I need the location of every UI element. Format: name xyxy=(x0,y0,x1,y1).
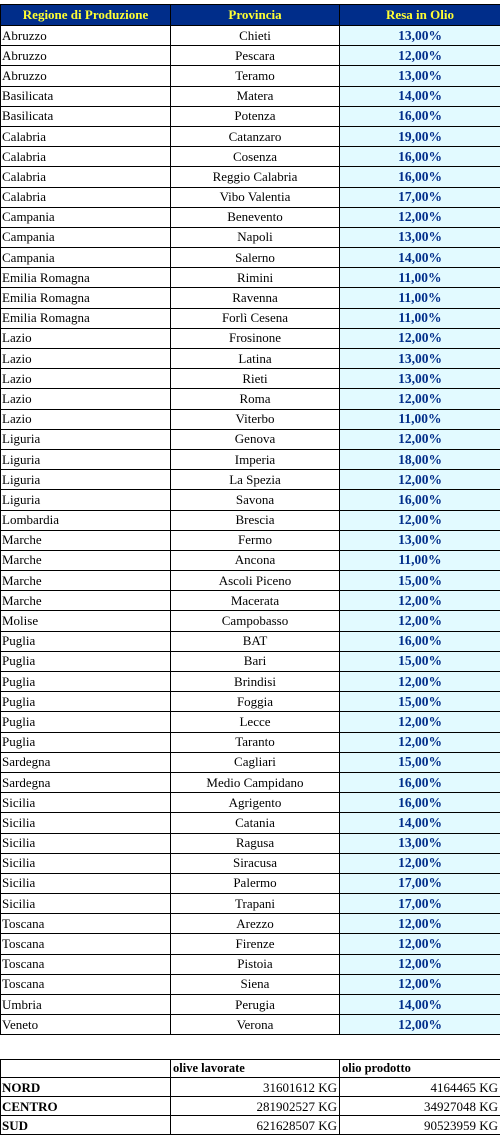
yield-cell[interactable]: 12,00% xyxy=(340,429,500,449)
province-cell[interactable]: Savona xyxy=(171,490,340,510)
table-row xyxy=(1,449,500,469)
region-cell[interactable]: Calabria xyxy=(1,147,171,167)
table-row xyxy=(1,894,500,914)
region-cell[interactable]: Liguria xyxy=(1,449,171,469)
table-row xyxy=(1,167,500,187)
province-cell[interactable]: Chieti xyxy=(171,26,340,46)
yield-cell[interactable]: 12,00% xyxy=(340,611,500,631)
summary-header-blank xyxy=(1,1060,171,1078)
region-cell[interactable]: Lazio xyxy=(1,389,171,409)
yield-cell[interactable]: 12,00% xyxy=(340,207,500,227)
region-cell[interactable]: Sicilia xyxy=(1,833,171,853)
region-cell[interactable]: Sicilia xyxy=(1,873,171,893)
yield-cell[interactable]: 16,00% xyxy=(340,772,500,792)
table-row xyxy=(1,126,500,146)
yield-cell[interactable]: 12,00% xyxy=(340,853,500,873)
yield-cell[interactable]: 16,00% xyxy=(340,793,500,813)
yield-cell[interactable]: 13,00% xyxy=(340,26,500,46)
province-cell[interactable]: Pistoia xyxy=(171,954,340,974)
yield-cell[interactable]: 15,00% xyxy=(340,651,500,671)
province-cell[interactable]: Potenza xyxy=(171,106,340,126)
yield-cell[interactable]: 13,00% xyxy=(340,66,500,86)
table-row xyxy=(1,86,500,106)
region-cell[interactable]: Sicilia xyxy=(1,853,171,873)
table-row xyxy=(1,833,500,853)
region-cell[interactable]: Calabria xyxy=(1,126,171,146)
table-row xyxy=(1,409,500,429)
yield-cell[interactable]: 15,00% xyxy=(340,571,500,591)
region-cell[interactable]: Sardegna xyxy=(1,772,171,792)
table-row xyxy=(1,389,500,409)
province-cell[interactable]: Lecce xyxy=(171,712,340,732)
table-row xyxy=(1,328,500,348)
yield-cell[interactable]: 13,00% xyxy=(340,530,500,550)
region-cell[interactable]: Sicilia xyxy=(1,813,171,833)
province-cell[interactable]: Perugia xyxy=(171,995,340,1015)
oil-cell[interactable]: 34927048 KG xyxy=(340,1097,500,1116)
yield-cell[interactable]: 11,00% xyxy=(340,308,500,328)
yield-cell[interactable]: 16,00% xyxy=(340,631,500,651)
yield-cell[interactable]: 16,00% xyxy=(340,490,500,510)
yield-cell[interactable]: 11,00% xyxy=(340,409,500,429)
table-row xyxy=(1,954,500,974)
province-cell[interactable]: Reggio Calabria xyxy=(171,167,340,187)
table-row xyxy=(1,873,500,893)
region-cell[interactable]: Emilia Romagna xyxy=(1,288,171,308)
province-cell[interactable]: BAT xyxy=(171,631,340,651)
province-cell[interactable]: Viterbo xyxy=(171,409,340,429)
region-cell[interactable]: Toscana xyxy=(1,934,171,954)
region-cell[interactable]: Marche xyxy=(1,550,171,570)
table-row xyxy=(1,813,500,833)
region-cell[interactable]: Emilia Romagna xyxy=(1,308,171,328)
yield-cell[interactable]: 13,00% xyxy=(340,227,500,247)
region-cell[interactable]: Puglia xyxy=(1,631,171,651)
yield-cell[interactable]: 16,00% xyxy=(340,147,500,167)
olive-oil-yield-table xyxy=(0,4,500,1035)
table-row xyxy=(1,853,500,873)
region-cell[interactable]: Puglia xyxy=(1,651,171,671)
table-row xyxy=(1,530,500,550)
region-cell[interactable]: Marche xyxy=(1,591,171,611)
yield-cell[interactable]: 17,00% xyxy=(340,873,500,893)
yield-cell[interactable]: 17,00% xyxy=(340,894,500,914)
table-row xyxy=(1,974,500,994)
province-cell[interactable]: Catania xyxy=(171,813,340,833)
region-cell[interactable]: Lazio xyxy=(1,369,171,389)
region-cell[interactable]: Campania xyxy=(1,227,171,247)
province-cell[interactable]: Catanzaro xyxy=(171,126,340,146)
yield-cell[interactable]: 11,00% xyxy=(340,550,500,570)
region-cell[interactable]: Lazio xyxy=(1,409,171,429)
region-cell[interactable]: Lombardia xyxy=(1,510,171,530)
yield-cell[interactable]: 12,00% xyxy=(340,389,500,409)
province-cell[interactable]: Fermo xyxy=(171,530,340,550)
table-row xyxy=(1,308,500,328)
yield-cell[interactable]: 12,00% xyxy=(340,712,500,732)
table-body xyxy=(1,26,500,1035)
province-cell[interactable]: Rimini xyxy=(171,268,340,288)
yield-cell[interactable]: 15,00% xyxy=(340,692,500,712)
table-row xyxy=(1,66,500,86)
province-cell[interactable]: Bari xyxy=(171,651,340,671)
region-cell[interactable]: Veneto xyxy=(1,1015,171,1035)
table-row xyxy=(1,995,500,1015)
table-row xyxy=(1,772,500,792)
table-row xyxy=(1,288,500,308)
province-cell[interactable]: Siracusa xyxy=(171,853,340,873)
yield-cell[interactable]: 14,00% xyxy=(340,813,500,833)
yield-cell[interactable]: 12,00% xyxy=(340,510,500,530)
province-cell[interactable]: Agrigento xyxy=(171,793,340,813)
province-cell[interactable]: Latina xyxy=(171,349,340,369)
region-cell[interactable]: Toscana xyxy=(1,974,171,994)
yield-cell[interactable]: 12,00% xyxy=(340,732,500,752)
province-cell[interactable]: Campobasso xyxy=(171,611,340,631)
table-row xyxy=(1,207,500,227)
table-row xyxy=(1,934,500,954)
province-cell[interactable]: Verona xyxy=(171,1015,340,1035)
table-row xyxy=(1,147,500,167)
region-cell[interactable]: Emilia Romagna xyxy=(1,268,171,288)
region-cell[interactable]: Basilicata xyxy=(1,86,171,106)
yield-cell[interactable]: 12,00% xyxy=(340,934,500,954)
zone-cell[interactable]: SUD xyxy=(1,1116,171,1135)
region-cell[interactable]: Liguria xyxy=(1,429,171,449)
province-cell[interactable]: Brescia xyxy=(171,510,340,530)
region-cell[interactable]: Toscana xyxy=(1,954,171,974)
province-cell[interactable]: Benevento xyxy=(171,207,340,227)
region-cell[interactable]: Toscana xyxy=(1,914,171,934)
province-cell[interactable]: Firenze xyxy=(171,934,340,954)
table-row xyxy=(1,248,500,268)
yield-cell[interactable]: 14,00% xyxy=(340,86,500,106)
table-row xyxy=(1,349,500,369)
province-cell[interactable]: Trapani xyxy=(171,894,340,914)
province-cell[interactable]: Frosinone xyxy=(171,328,340,348)
zone-cell[interactable]: NORD xyxy=(1,1078,171,1097)
yield-cell[interactable]: 12,00% xyxy=(340,914,500,934)
region-cell[interactable]: Abruzzo xyxy=(1,46,171,66)
table-row xyxy=(1,369,500,389)
table-row xyxy=(1,591,500,611)
table-row xyxy=(1,26,500,46)
region-cell[interactable]: Puglia xyxy=(1,672,171,692)
region-cell[interactable]: Liguria xyxy=(1,490,171,510)
region-cell[interactable]: Abruzzo xyxy=(1,66,171,86)
yield-cell[interactable]: 12,00% xyxy=(340,328,500,348)
province-cell[interactable]: Rieti xyxy=(171,369,340,389)
table-row xyxy=(1,631,500,651)
province-cell[interactable]: Forlì Cesena xyxy=(171,308,340,328)
region-cell[interactable]: Puglia xyxy=(1,692,171,712)
yield-cell[interactable]: 12,00% xyxy=(340,46,500,66)
table-row xyxy=(1,429,500,449)
yield-cell[interactable]: 13,00% xyxy=(340,833,500,853)
yield-cell[interactable]: 12,00% xyxy=(340,954,500,974)
province-cell[interactable]: Cagliari xyxy=(171,752,340,772)
yield-cell[interactable]: 12,00% xyxy=(340,672,500,692)
summary-row xyxy=(1,1078,500,1097)
summary-header-row xyxy=(1,1060,500,1078)
region-cell[interactable]: Basilicata xyxy=(1,106,171,126)
province-cell[interactable]: Ravenna xyxy=(171,288,340,308)
zone-cell[interactable]: CENTRO xyxy=(1,1097,171,1116)
table-row xyxy=(1,187,500,207)
province-cell[interactable]: La Spezia xyxy=(171,470,340,490)
region-cell[interactable]: Calabria xyxy=(1,167,171,187)
table-row xyxy=(1,227,500,247)
province-cell[interactable]: Brindisi xyxy=(171,672,340,692)
yield-cell[interactable]: 11,00% xyxy=(340,288,500,308)
summary-header-oil[interactable]: olio prodotto xyxy=(340,1060,500,1078)
region-cell[interactable]: Marche xyxy=(1,530,171,550)
province-cell[interactable]: Genova xyxy=(171,429,340,449)
yield-cell[interactable]: 14,00% xyxy=(340,995,500,1015)
region-cell[interactable]: Molise xyxy=(1,611,171,631)
province-cell[interactable]: Teramo xyxy=(171,66,340,86)
production-summary-table xyxy=(0,1059,500,1135)
region-cell[interactable]: Abruzzo xyxy=(1,26,171,46)
table-row xyxy=(1,914,500,934)
yield-cell[interactable]: 12,00% xyxy=(340,591,500,611)
table-row xyxy=(1,268,500,288)
table-row xyxy=(1,692,500,712)
region-cell[interactable]: Sicilia xyxy=(1,793,171,813)
table-row xyxy=(1,752,500,772)
region-cell[interactable]: Campania xyxy=(1,207,171,227)
summary-header-olives[interactable]: olive lavorate xyxy=(171,1060,340,1078)
province-cell[interactable]: Ascoli Piceno xyxy=(171,571,340,591)
province-cell[interactable]: Taranto xyxy=(171,732,340,752)
province-cell[interactable]: Macerata xyxy=(171,591,340,611)
yield-cell[interactable]: 16,00% xyxy=(340,167,500,187)
region-cell[interactable]: Puglia xyxy=(1,712,171,732)
olives-cell[interactable]: 31601612 KG xyxy=(171,1078,340,1097)
province-cell[interactable]: Siena xyxy=(171,974,340,994)
table-row xyxy=(1,571,500,591)
yield-cell[interactable]: 13,00% xyxy=(340,369,500,389)
region-cell[interactable]: Umbria xyxy=(1,995,171,1015)
table-row xyxy=(1,490,500,510)
province-cell[interactable]: Arezzo xyxy=(171,914,340,934)
summary-row xyxy=(1,1097,500,1116)
province-cell[interactable]: Vibo Valentia xyxy=(171,187,340,207)
table-row xyxy=(1,1015,500,1035)
province-cell[interactable]: Pescara xyxy=(171,46,340,66)
region-cell[interactable]: Puglia xyxy=(1,732,171,752)
region-cell[interactable]: Calabria xyxy=(1,187,171,207)
region-cell[interactable]: Campania xyxy=(1,248,171,268)
yield-cell[interactable]: 12,00% xyxy=(340,470,500,490)
province-cell[interactable]: Napoli xyxy=(171,227,340,247)
region-cell[interactable]: Marche xyxy=(1,571,171,591)
header-yield[interactable]: Resa in Olio xyxy=(340,5,500,26)
table-row xyxy=(1,106,500,126)
yield-cell[interactable]: 14,00% xyxy=(340,248,500,268)
table-row xyxy=(1,470,500,490)
table-row xyxy=(1,793,500,813)
table-row xyxy=(1,611,500,631)
region-cell[interactable]: Sicilia xyxy=(1,894,171,914)
table-row xyxy=(1,550,500,570)
yield-cell[interactable]: 18,00% xyxy=(340,449,500,469)
table-row xyxy=(1,672,500,692)
province-cell[interactable]: Matera xyxy=(171,86,340,106)
oil-cell[interactable]: 4164465 KG xyxy=(340,1078,500,1097)
yield-cell[interactable]: 15,00% xyxy=(340,752,500,772)
province-cell[interactable]: Cosenza xyxy=(171,147,340,167)
province-cell[interactable]: Roma xyxy=(171,389,340,409)
province-cell[interactable]: Ragusa xyxy=(171,833,340,853)
yield-cell[interactable]: 19,00% xyxy=(340,126,500,146)
province-cell[interactable]: Palermo xyxy=(171,873,340,893)
table-row xyxy=(1,510,500,530)
province-cell[interactable]: Imperia xyxy=(171,449,340,469)
yield-cell[interactable]: 17,00% xyxy=(340,187,500,207)
province-cell[interactable]: Salerno xyxy=(171,248,340,268)
yield-cell[interactable]: 12,00% xyxy=(340,1015,500,1035)
region-cell[interactable]: Liguria xyxy=(1,470,171,490)
oil-cell[interactable]: 90523959 KG xyxy=(340,1116,500,1135)
yield-cell[interactable]: 16,00% xyxy=(340,106,500,126)
region-cell[interactable]: Lazio xyxy=(1,328,171,348)
region-cell[interactable]: Lazio xyxy=(1,349,171,369)
header-region[interactable]: Regione di Produzione xyxy=(1,5,171,26)
table-row xyxy=(1,651,500,671)
olives-cell[interactable]: 281902527 KG xyxy=(171,1097,340,1116)
province-cell[interactable]: Foggia xyxy=(171,692,340,712)
region-cell[interactable]: Sardegna xyxy=(1,752,171,772)
summary-row xyxy=(1,1116,500,1135)
yield-cell[interactable]: 13,00% xyxy=(340,349,500,369)
table-row xyxy=(1,46,500,66)
province-cell[interactable]: Medio Campidano xyxy=(171,772,340,792)
province-cell[interactable]: Ancona xyxy=(171,550,340,570)
olives-cell[interactable]: 621628507 KG xyxy=(171,1116,340,1135)
table-row xyxy=(1,712,500,732)
yield-cell[interactable]: 12,00% xyxy=(340,974,500,994)
table-header-row xyxy=(1,5,500,26)
header-province[interactable]: Provincia xyxy=(171,5,340,26)
yield-cell[interactable]: 11,00% xyxy=(340,268,500,288)
summary-body xyxy=(1,1078,500,1135)
table-row xyxy=(1,732,500,752)
